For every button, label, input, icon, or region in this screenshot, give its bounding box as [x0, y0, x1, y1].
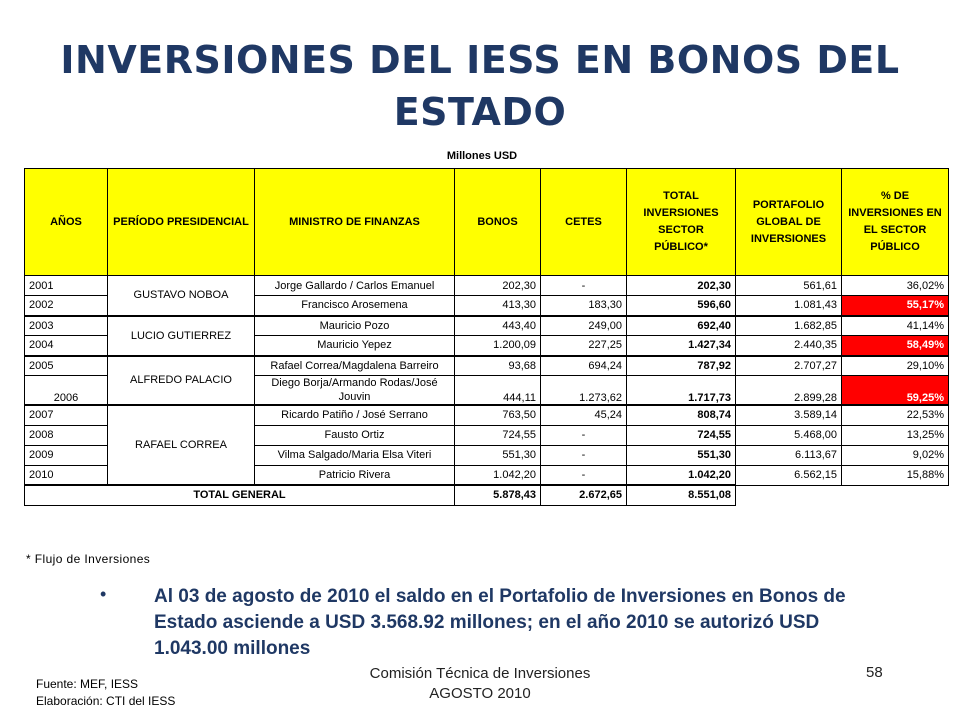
president-cell: LUCIO GUTIERREZ	[108, 316, 255, 356]
footer-date: AGOSTO 2010	[429, 685, 531, 702]
bonos-cell: 413,30	[455, 296, 541, 316]
total-cetes: 2.672,65	[541, 485, 627, 505]
minister-cell: Jorge Gallardo / Carlos Emanuel	[255, 276, 455, 296]
footer-commission: Comisión Técnica de Inversiones	[369, 665, 591, 682]
header-total: TOTAL INVERSIONES SECTOR PÚBLICO*	[627, 169, 736, 276]
bonos-cell: 1.200,09	[455, 336, 541, 356]
units-label: Millones USD	[446, 150, 518, 162]
total-cell: 1.042,20	[627, 465, 736, 485]
bonos-cell: 93,68	[455, 356, 541, 376]
total-cell: 787,92	[627, 356, 736, 376]
portafolio-cell: 6.562,15	[736, 465, 842, 485]
year-cell: 2006	[25, 376, 108, 406]
portafolio-cell: 2.707,27	[736, 356, 842, 376]
minister-cell: Mauricio Yepez	[255, 336, 455, 356]
bonos-cell: 444,11	[455, 376, 541, 406]
total-blank	[736, 485, 949, 505]
cetes-cell: -	[541, 445, 627, 465]
year-cell: 2010	[25, 465, 108, 485]
header-bonos: BONOS	[455, 169, 541, 276]
pct-cell-highlight: 55,17%	[842, 296, 949, 316]
table-row	[25, 356, 949, 376]
slide-footer	[330, 664, 630, 704]
minister-cell: Francisco Arosemena	[255, 296, 455, 316]
portafolio-cell: 2.440,35	[736, 336, 842, 356]
president-cell: GUSTAVO NOBOA	[108, 276, 255, 316]
pct-cell: 15,88%	[842, 465, 949, 485]
bonos-cell: 202,30	[455, 276, 541, 296]
pct-cell: 9,02%	[842, 445, 949, 465]
header-periodo: PERÍODO PRESIDENCIAL	[108, 169, 255, 276]
cetes-cell: -	[541, 425, 627, 445]
bullet-icon: •	[100, 584, 107, 604]
total-cell: 551,30	[627, 445, 736, 465]
bonos-cell: 551,30	[455, 445, 541, 465]
portafolio-cell: 5.468,00	[736, 425, 842, 445]
header-row	[25, 169, 949, 276]
year-cell: 2003	[25, 316, 108, 336]
table-row	[25, 316, 949, 336]
portafolio-cell: 561,61	[736, 276, 842, 296]
minister-cell: Mauricio Pozo	[255, 316, 455, 336]
minister-cell: Rafael Correa/Magdalena Barreiro	[255, 356, 455, 376]
header-portafolio: PORTAFOLIO GLOBAL DE INVERSIONES	[736, 169, 842, 276]
header-cetes: CETES	[541, 169, 627, 276]
year-cell: 2007	[25, 405, 108, 425]
total-cell: 596,60	[627, 296, 736, 316]
pct-cell-highlight: 58,49%	[842, 336, 949, 356]
year-cell: 2004	[25, 336, 108, 356]
table-row	[25, 405, 949, 425]
cetes-cell: 249,00	[541, 316, 627, 336]
bonos-cell: 724,55	[455, 425, 541, 445]
slide-title: INVERSIONES DEL IESS EN BONOS DEL ESTADO	[60, 38, 900, 134]
cetes-cell: -	[541, 276, 627, 296]
minister-cell: Vilma Salgado/Maria Elsa Viteri	[255, 445, 455, 465]
total-total: 8.551,08	[627, 485, 736, 505]
year-cell: 2008	[25, 425, 108, 445]
source-note	[36, 676, 175, 710]
total-label: TOTAL GENERAL	[25, 485, 455, 505]
cetes-cell: -	[541, 465, 627, 485]
cetes-cell: 694,24	[541, 356, 627, 376]
table-row	[25, 276, 949, 296]
pct-cell: 41,14%	[842, 316, 949, 336]
minister-cell: Diego Borja/Armando Rodas/José Jouvin	[255, 376, 455, 406]
minister-cell: Ricardo Patiño / José Serrano	[255, 405, 455, 425]
investments-table	[24, 168, 949, 506]
cetes-cell: 183,30	[541, 296, 627, 316]
minister-cell: Patricio Rivera	[255, 465, 455, 485]
pct-cell-highlight: 59,25%	[842, 376, 949, 406]
cetes-cell: 45,24	[541, 405, 627, 425]
total-cell: 1.717,73	[627, 376, 736, 406]
portafolio-cell: 6.113,67	[736, 445, 842, 465]
president-cell: ALFREDO PALACIO	[108, 356, 255, 406]
page-number: 58	[866, 664, 883, 681]
cetes-cell: 1.273,62	[541, 376, 627, 406]
portafolio-cell: 1.682,85	[736, 316, 842, 336]
cetes-cell: 227,25	[541, 336, 627, 356]
year-cell: 2009	[25, 445, 108, 465]
portafolio-cell: 3.589,14	[736, 405, 842, 425]
pct-cell: 29,10%	[842, 356, 949, 376]
year-cell: 2001	[25, 276, 108, 296]
total-cell: 692,40	[627, 316, 736, 336]
total-cell: 808,74	[627, 405, 736, 425]
portafolio-cell: 1.081,43	[736, 296, 842, 316]
header-ministro: MINISTRO DE FINANZAS	[255, 169, 455, 276]
source-line: Fuente: MEF, IESS	[36, 677, 139, 691]
bonos-cell: 763,50	[455, 405, 541, 425]
total-bonos: 5.878,43	[455, 485, 541, 505]
president-cell: RAFAEL CORREA	[108, 405, 255, 485]
total-cell: 1.427,34	[627, 336, 736, 356]
pct-cell: 36,02%	[842, 276, 949, 296]
total-cell: 202,30	[627, 276, 736, 296]
table-footnote: * Flujo de Inversiones	[26, 552, 151, 566]
year-cell: 2002	[25, 296, 108, 316]
header-pct: % DE INVERSIONES EN EL SECTOR PÚBLICO	[842, 169, 949, 276]
pct-cell: 13,25%	[842, 425, 949, 445]
pct-cell: 22,53%	[842, 405, 949, 425]
header-anos: AÑOS	[25, 169, 108, 276]
total-row	[25, 485, 949, 505]
bullet-text: Al 03 de agosto de 2010 el saldo en el Portafolio de Inversiones en Bonos de Estado asciende a USD 3.568.92 millones; en el año 2010 se autorizó USD 1.043.00 millones	[154, 586, 846, 659]
total-cell: 724,55	[627, 425, 736, 445]
minister-cell: Fausto Ortiz	[255, 425, 455, 445]
portafolio-cell: 2.899,28	[736, 376, 842, 406]
elaboration-line: Elaboración: CTI del IESS	[36, 694, 176, 708]
bonos-cell: 1.042,20	[455, 465, 541, 485]
bonos-cell: 443,40	[455, 316, 541, 336]
year-cell: 2005	[25, 356, 108, 376]
